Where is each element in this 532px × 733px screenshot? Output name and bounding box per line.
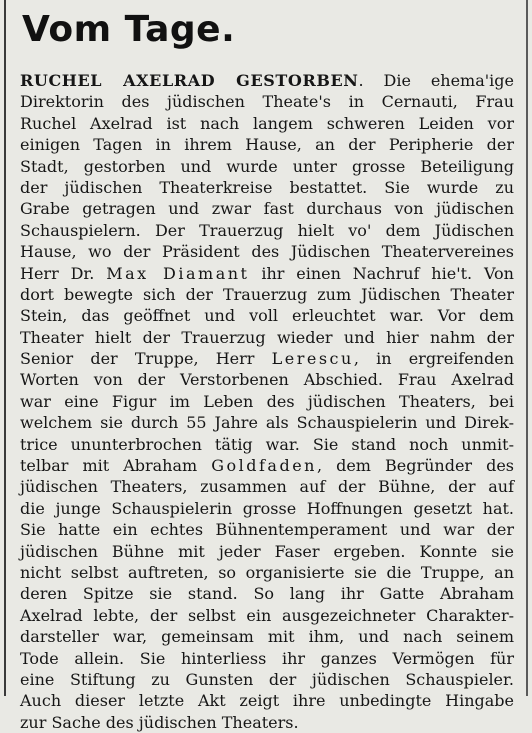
article-text: Theater hielt der Trauerzug wieder und hier nahm der — [20, 327, 514, 347]
emphasized-name: Goldfaden — [211, 456, 317, 476]
article-line — [20, 70, 514, 91]
article-line — [20, 198, 514, 219]
article-text: , in ergreifenden — [353, 349, 514, 369]
article-text: der jüdischen Theaterkreise bestattet. Sie wurde zu — [20, 177, 514, 197]
article-line — [20, 369, 514, 390]
article-text: Auch dieser letzte Akt zeigt ihre unbedingte Hingabe — [20, 691, 514, 711]
article-text: , dem Begründer des — [316, 456, 515, 476]
article-line — [20, 134, 514, 155]
article-line — [20, 562, 514, 583]
article-line — [20, 519, 514, 540]
article-text: die junge Schauspielerin grosse Hoffnungen gesetzt hat. — [20, 498, 514, 518]
article-text: einigen Tagen in ihrem Hause, an der Peripherie der — [20, 135, 514, 155]
article-line — [20, 434, 514, 455]
article-text: war eine Figur im Leben des jüdischen Theaters, bei — [20, 391, 514, 411]
article-line — [20, 91, 514, 112]
article-line — [20, 712, 514, 733]
article-line — [20, 669, 514, 690]
article-text: Tode allein. Sie hinterliess ihr ganzes Vermögen für — [20, 648, 514, 668]
column-rule-right — [526, 0, 528, 696]
article-text: Ruchel Axelrad ist nach langem schweren Leiden vor — [20, 113, 514, 133]
article-text: dort bewegte sich der Trauerzug zum Jüdischen Theater — [20, 284, 514, 304]
article-body — [20, 70, 514, 733]
article-kicker: RUCHEL AXELRAD GESTORBEN — [20, 71, 359, 90]
article-text: Stein, das geöffnet und voll erleuchtet war. Vor dem — [20, 306, 514, 326]
article-line — [20, 498, 514, 519]
article-text: deren Spitze sie stand. So lang ihr Gatte Abraham — [20, 584, 514, 604]
article-text: Direktorin des jüdischen Theate's in Cernauti, Frau — [20, 92, 514, 112]
article-text: Schauspielern. Der Trauerzug hielt vo' dem Jüdischen — [20, 220, 514, 240]
article-text: jüdischen Bühne mit jeder Faser ergeben. Konnte sie — [20, 541, 514, 561]
article-text: Herr Dr. — [20, 263, 107, 283]
article-line — [20, 156, 514, 177]
section-headline: Vom Tage. — [22, 9, 236, 50]
article-line — [20, 305, 514, 326]
article-text: telbar mit Abraham — [20, 456, 212, 476]
article-text: ihr einen Nachruf hie't. Von — [249, 263, 514, 283]
article-text: welchem sie durch 55 Jahre als Schauspielerin und Direk- — [20, 413, 514, 433]
emphasized-name: Max Diamant — [106, 263, 250, 283]
article-line — [20, 690, 514, 711]
article-line — [20, 541, 514, 562]
article-line — [20, 263, 514, 284]
article-line — [20, 220, 514, 241]
article-line — [20, 391, 514, 412]
article-line — [20, 348, 514, 369]
article-line — [20, 113, 514, 134]
article-text: Grabe getragen und zwar fast durchaus von jüdischen — [20, 199, 514, 219]
article-text: Sie hatte ein echtes Bühnentemperament und war der — [20, 520, 514, 540]
article-text: zur Sache des jüdischen Theaters. — [20, 712, 299, 732]
article-line — [20, 327, 514, 348]
article-text: Stadt, gestorben und wurde unter grosse Beteiligung — [20, 156, 514, 176]
article-line — [20, 476, 514, 497]
article-line — [20, 626, 514, 647]
emphasized-name: Lerescu — [271, 349, 354, 369]
article-line — [20, 284, 514, 305]
article-text: Hause, wo der Präsident des Jüdischen Theatervereines — [20, 242, 514, 262]
article-line — [20, 455, 514, 476]
article-line — [20, 583, 514, 604]
article-text: trice ununterbrochen tätig war. Sie stand noch unmit- — [20, 434, 514, 454]
article-text: Axelrad lebte, der selbst ein ausgezeichneter Charakter- — [20, 605, 514, 625]
article-text: eine Stiftung zu Gunsten der jüdischen Schauspieler. — [20, 669, 514, 689]
article-line — [20, 648, 514, 669]
article-line — [20, 177, 514, 198]
column-rule-left — [4, 0, 6, 696]
article-text: Senior der Truppe, Herr — [20, 349, 272, 369]
article-text: nicht selbst auftreten, so organisierte sie die Truppe, an — [20, 562, 514, 582]
article-line — [20, 412, 514, 433]
article-text: jüdischen Theaters, zusammen auf der Bühne, der auf — [20, 477, 514, 497]
article-line — [20, 241, 514, 262]
article-text: darsteller war, gemeinsam mit ihm, und nach seinem — [20, 627, 514, 647]
article-text: . Die ehema'ige — [358, 71, 514, 90]
article-text: Worten von der Verstorbenen Abschied. Frau Axelrad — [20, 370, 514, 390]
article-line — [20, 605, 514, 626]
